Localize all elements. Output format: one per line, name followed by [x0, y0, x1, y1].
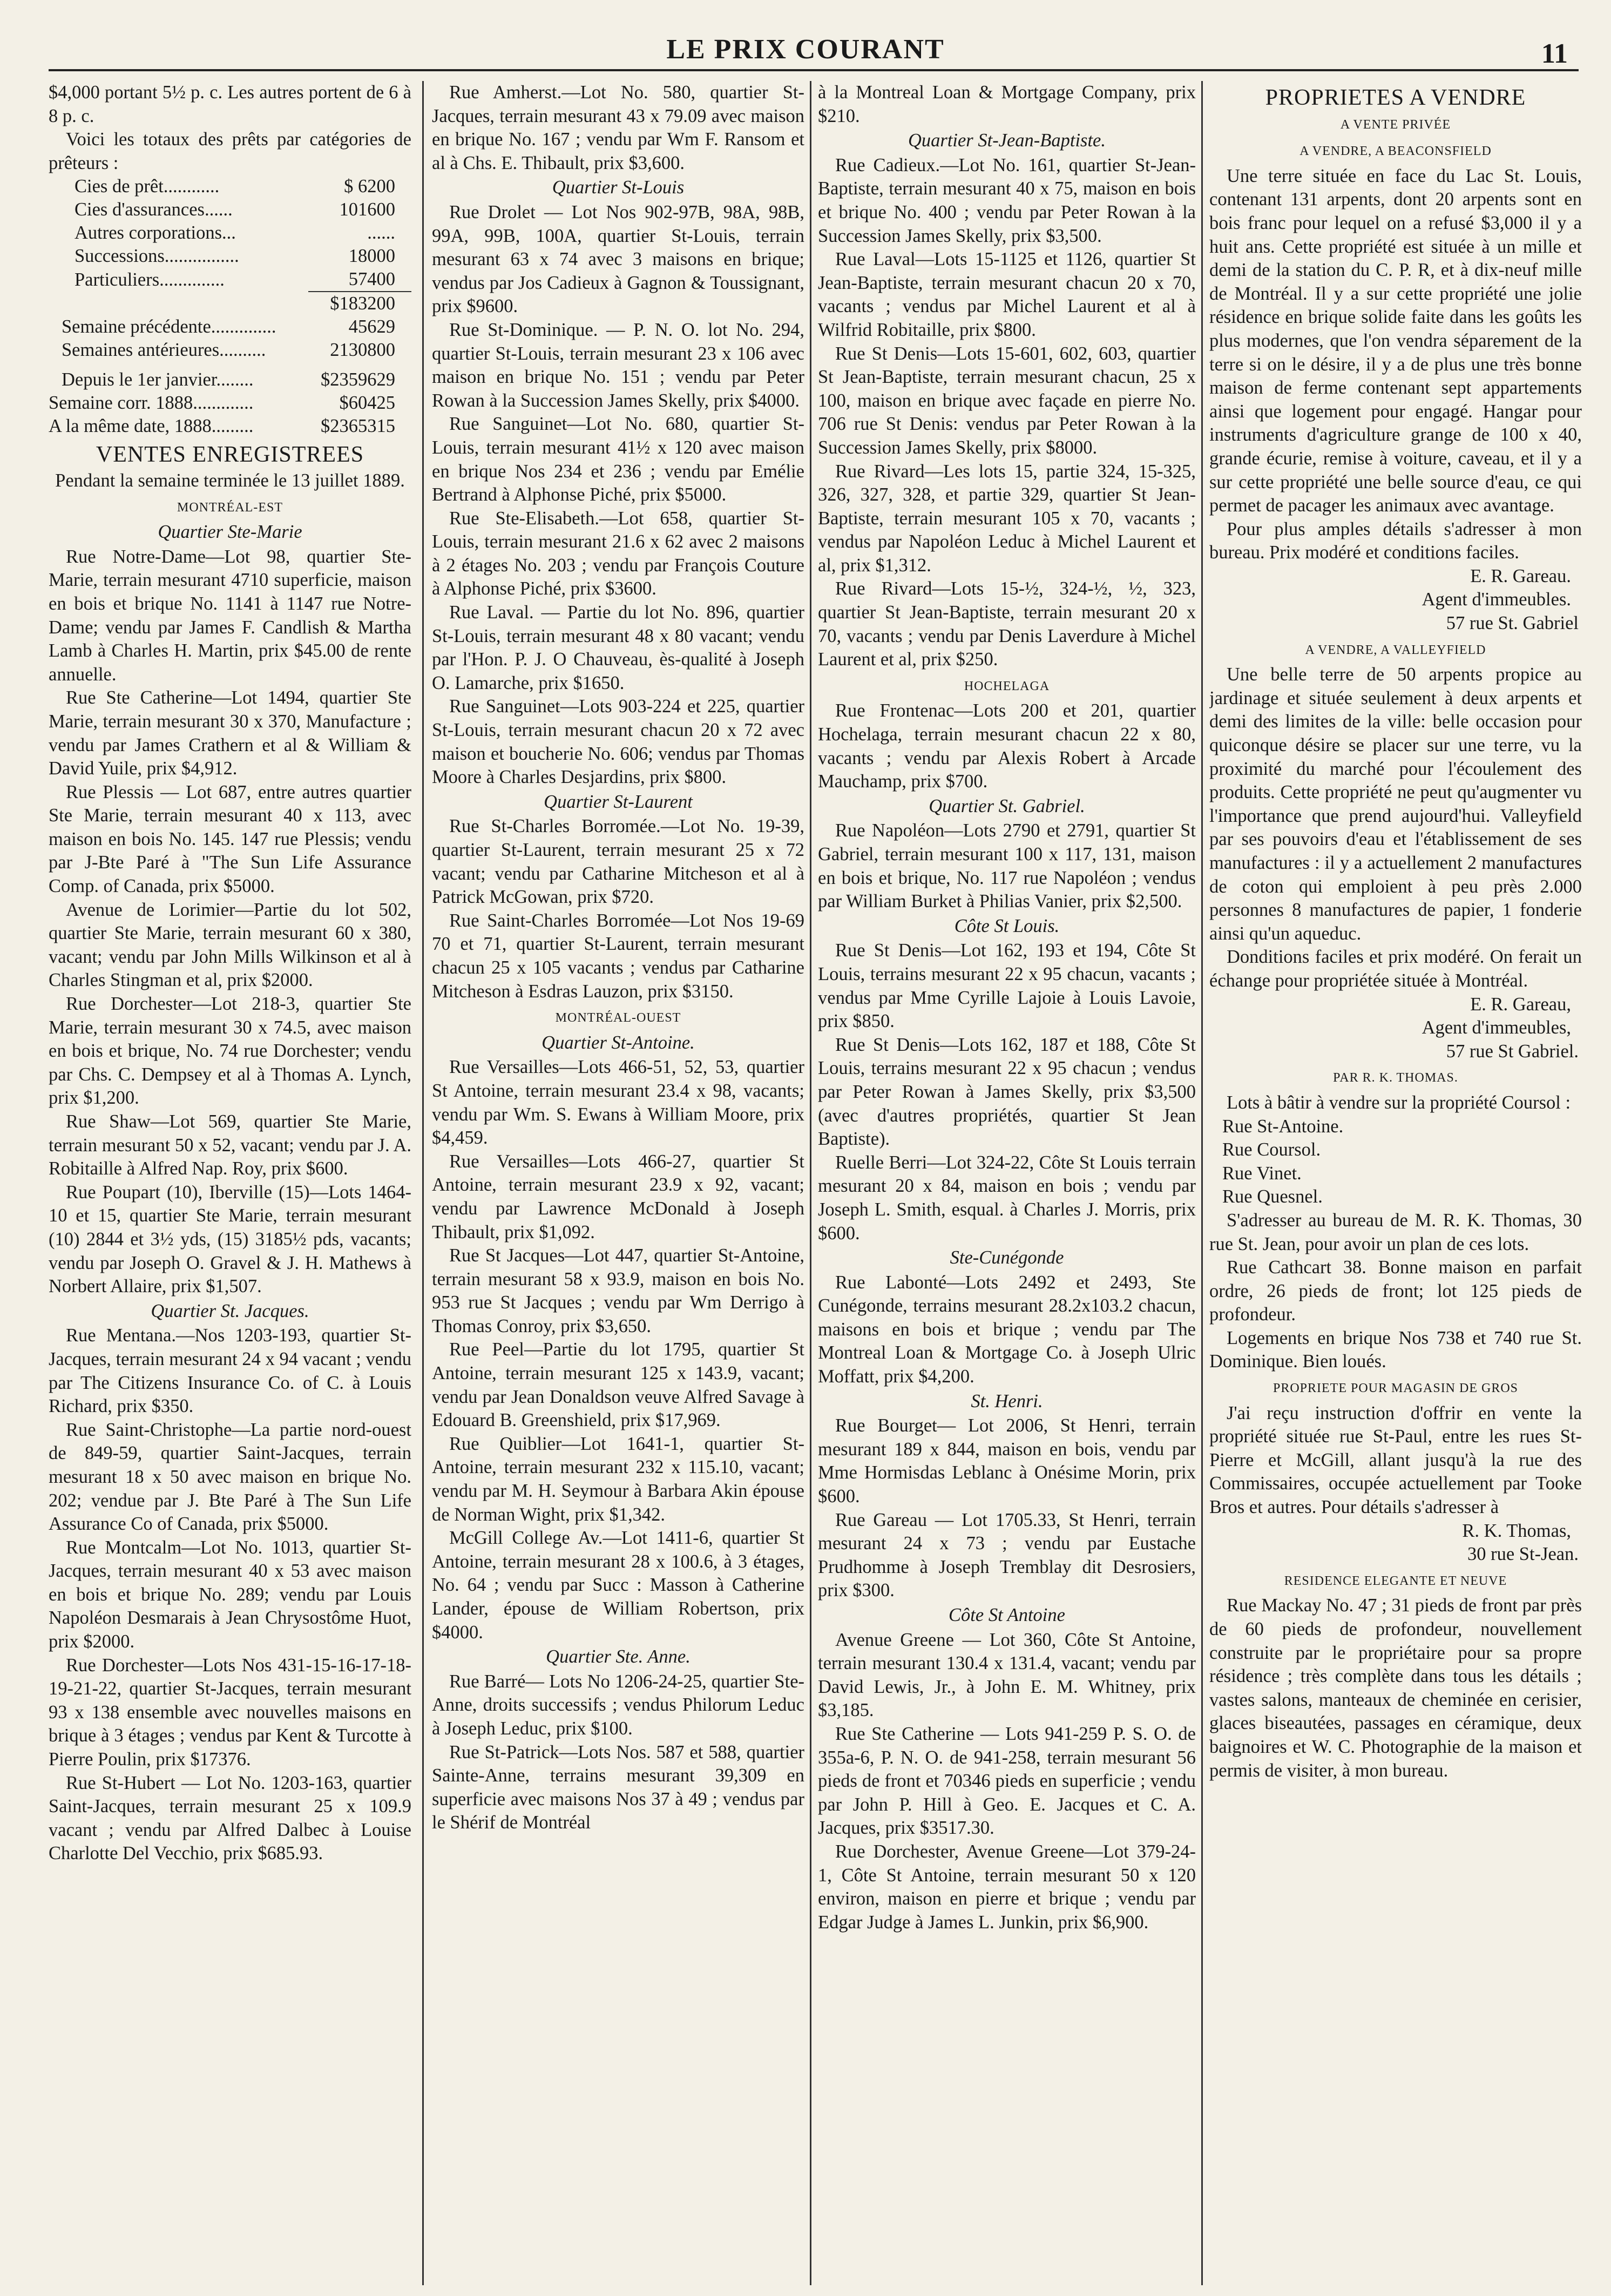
sale-entry: Rue Laval—Lots 15-1125 et 1126, quartier St Jean-Baptiste, terrain mesurant chacun 20 x 70, vacants ; vendus par Michel Laurent et al à Wilfrid Robitaille, prix $800.: [818, 249, 1196, 340]
row-value: 45629: [348, 316, 395, 337]
sale-entry: à la Montreal Loan & Mortgage Company, prix $210.: [818, 82, 1196, 126]
ad-paragraph: Une terre située en face du Lac St. Louis, contenant 131 arpents, dont 20 arpents sont en bois franc pour lequel on a refusé $3,000 il y a huit ans. Cette propriété est située à un mille et demi de la station du C. P. R, et à dix-neuf mille de Montréal. Il y a sur cette propriété une jolie résidence en brique solide faite dans les goûts les plus modernes, que l'on vendra séparement de la terre si on le désire, il y a de plus une très bonne maison de ferme contenant sept appartements ainsi que logement pour engagé. Hangar pour instruments d'agriculture grange de 100 x 40, grande écurie, remise à voiture, caveau, et il y a sur cette propriété une belle source d'eau, ce qui permet de pacager les animaux avec avantage.: [1209, 165, 1582, 516]
paragraph: $4,000 portant 5½ p. c. Les autres portent de 6 à 8 p. c.: [49, 82, 411, 126]
row-label: Semaine corr. 1888.............: [49, 393, 254, 414]
column-divider: [1201, 81, 1203, 2285]
column-4: [1209, 81, 1582, 2280]
row-label: Cies de prêt............: [75, 176, 220, 197]
table-row: [49, 315, 411, 339]
sale-entry: Rue Sanguinet—Lots 903-224 et 225, quartier St-Louis, terrain mesurant chacun 20 x 72 avec maison et boucherie No. 606; vendus par Thomas Moore à Charles Desjardins, prix $800.: [432, 696, 804, 788]
row-label: Particuliers..............: [75, 269, 225, 291]
signature-title: Agent d'immeubles,: [1422, 1017, 1571, 1038]
sale-entry: Avenue de Lorimier—Partie du lot 502, quartier Ste Marie, terrain mesurant 60 x 380, vacant; vendu par John Mills Wilkinson et al à Charles Stingman et al, prix $2000.: [49, 899, 411, 991]
sale-entry: Rue Bourget— Lot 2006, St Henri, terrain mesurant 189 x 844, maison en bois, vendu par Mme Hormisdas Leblanc à Onésime Morin, prix $600.: [818, 1415, 1196, 1507]
sale-entry: Rue Ste Catherine—Lot 1494, quartier Ste Marie, terrain mesurant 30 x 370, Manufacture ; vendu par James Crathern et al & William & David Yuile, prix $4,912.: [49, 687, 411, 779]
table-row: [49, 339, 411, 362]
district-heading: HOCHELAGA: [964, 679, 1050, 693]
ad-paragraph: S'adresser au bureau de M. R. K. Thomas, 30 rue St. Jean, pour avoir un plan de ces lots.: [1209, 1210, 1582, 1254]
list-item: Rue Vinet.: [1222, 1163, 1302, 1184]
subheading: RESIDENCE ELEGANTE ET NEUVE: [1284, 1574, 1507, 1588]
sale-entry: Rue St Jacques—Lot 447, quartier St-Antoine, terrain mesurant 58 x 93.9, maison en bois No. 953 rue St Jacques ; vendu par Wm Derrigo à Thomas Conroy, prix $3,650.: [432, 1245, 804, 1336]
signature-name: E. R. Gareau.: [1470, 565, 1571, 586]
column-divider: [422, 81, 424, 2285]
newspaper-title: LE PRIX COURANT: [666, 34, 945, 65]
sale-entry: Rue St Denis—Lot 162, 193 et 194, Côte St Louis, terrains mesurant 22 x 95 chacun, vacants ; vendus par Mme Cyrille Lajoie à Louis Lavoie, prix $850.: [818, 940, 1196, 1032]
sale-entry: Rue Saint-Christophe—La partie nord-ouest de 849-59, quartier Saint-Jacques, terrain mesurant 18 x 50 avec maison en brique No. 202; vendue par J. Bte Paré à The Sun Life Assurance Co of Canada, prix $5000.: [49, 1419, 411, 1535]
signature-address: 30 rue St-Jean.: [1467, 1544, 1579, 1565]
quartier-heading: Quartier St-Louis: [552, 177, 685, 198]
page-header: [0, 0, 1611, 70]
table-row: [49, 175, 411, 198]
row-label: Depuis le 1er janvier........: [62, 369, 254, 390]
section-heading: PROPRIETES A VENDRE: [1265, 85, 1526, 110]
sale-entry: Rue Frontenac—Lots 200 et 201, quartier Hochelaga, terrain mesurant chacun 22 x 80, vacants ; vendu par Alexis Robert à Arcade Mauchamp, prix $700.: [818, 700, 1196, 792]
sale-entry: Rue St Denis—Lots 162, 187 et 188, Côte St Louis, terrains mesurant 22 x 95 chacun ; vendus par Peter Rowan à James Skelly, prix $3,500 (avec d'autres propriétés, quartier St Jean Baptiste).: [818, 1034, 1196, 1150]
signature-address: 57 rue St Gabriel.: [1446, 1041, 1579, 1062]
quartier-heading: Quartier St. Gabriel.: [929, 795, 1085, 816]
sale-entry: Rue Napoléon—Lots 2790 et 2791, quartier St Gabriel, terrain mesurant 100 x 117, 131, maison en bois et brique, No. 117 rue Napoléon ; vendus par William Burket à Philias Vanier, prix $2,500.: [818, 820, 1196, 912]
sale-entry: Avenue Greene — Lot 360, Côte St Antoine, terrain mesurant 130.4 x 131.4, vacant; vendu par David Lewis, Jr., à John E. M. Whitney, prix $3,185.: [818, 1629, 1196, 1721]
sale-entry: Rue Cadieux.—Lot No. 161, quartier St-Jean-Baptiste, terrain mesurant 40 x 75, maison en bois et brique No. 400 ; vendu par Peter Rowan à la Succession James Skelly, prix $3,500.: [818, 154, 1196, 246]
quartier-heading: Côte St Louis.: [954, 915, 1060, 936]
row-label: Semaine précédente..............: [62, 316, 276, 337]
sale-entry: Rue Montcalm—Lot No. 1013, quartier St-Jacques, terrain mesurant 40 x 53 avec maison en bois et brique No. 289; vendu par Louis Napoléon Desmarais à Jean Chrysostôme Huot, prix $2000.: [49, 1537, 411, 1652]
quartier-heading: Quartier Ste-Marie: [158, 522, 302, 543]
row-label: Successions................: [75, 246, 239, 267]
row-value: ......: [367, 222, 395, 244]
row-value: 57400: [348, 269, 395, 290]
section-heading: VENTES ENREGISTREES: [96, 442, 364, 468]
sale-entry: Rue Peel—Partie du lot 1795, quartier St Antoine, terrain mesurant 125 x 143.9, vacant; vendu par Jean Donaldson veuve Alfred Savage à Edouard B. Greenshield, prix $17,969.: [432, 1339, 804, 1431]
row-value: 2130800: [330, 340, 395, 361]
sale-entry: Rue Drolet — Lot Nos 902-97B, 98A, 98B, 99A, 99B, 100A, quartier St-Louis, terrain mesurant 63 x 74 avec 3 maisons en brique; vendus par Jos Cadieux à Gagnon & Toussignant, prix $9600.: [432, 201, 804, 317]
sale-entry: Rue Ste-Elisabeth.—Lot 658, quartier St-Louis, terrain mesurant 21.6 x 62 avec 2 maisons à 2 étages No. 203 ; vendu par François Couture à Alphonse Piché, prix $3600.: [432, 508, 804, 599]
sale-entry: Rue Quiblier—Lot 1641-1, quartier St-Antoine, terrain mesurant 232 x 115.10, vacant; vendu par M. H. Seymour à Barbara Akin épouse de Norman Wight, prix $1,342.: [432, 1433, 804, 1525]
sale-entry: Rue Shaw—Lot 569, quartier Ste Marie, terrain mesurant 50 x 52, vacant; vendu par J. A. Robitaille à Alfred Nap. Roy, prix $600.: [49, 1111, 411, 1179]
sale-entry: Rue Ste Catherine — Lots 941-259 P. S. O. de 355a-6, P. N. O. de 941-258, terrain mesurant 56 pieds de front et 70346 pieds en superficie ; vendu par John P. Hill à Geo. E. Jacques et C. A. Jacques, prix $3517.30.: [818, 1723, 1196, 1839]
row-value: 18000: [348, 246, 395, 267]
sale-entry: Rue Mentana.—Nos 1203-193, quartier St-Jacques, terrain mesurant 24 x 94 vacant ; vendu par The Citizens Insurance Co. of C. à Louis Richard, prix $350.: [49, 1325, 411, 1417]
subheading: A VENDRE, A VALLEYFIELD: [1305, 643, 1486, 657]
sale-entry: Rue Saint-Charles Borromée—Lot Nos 19-69 70 et 71, quartier St-Laurent, terrain mesurant chacun 25 x 105 vacants ; vendus par Catharine Mitcheson à Esdras Lauzon, prix $3150.: [432, 910, 804, 1002]
ad-paragraph: J'ai reçu instruction d'offrir en vente la propriété située rue St-Paul, entre les rues St-Pierre et McGill, allant jusqu'à la rue des Commissaires, occupée actuellement par Tooke Bros et autres. Pour détails s'adresser à: [1209, 1402, 1582, 1518]
table-row: [49, 198, 411, 221]
list-item: Rue Coursol.: [1222, 1139, 1321, 1160]
ad-paragraph: Rue Mackay No. 47 ; 31 pieds de front par près de 60 pieds de profondeur, nouvellement construite par le propriétaire pour sa propre résidence ; très complète dans tous les détails ; vastes salons, manteaux de cheminée en cerisier, glaces biseautées, passages en céramique, deux baignoires et W. C. Photographie de la maison et permis de visiter, à mon bureau.: [1209, 1595, 1582, 1781]
row-value: $ 6200: [344, 176, 395, 197]
sale-entry: Rue Sanguinet—Lot No. 680, quartier St-Louis, terrain mesurant 41½ x 120 avec maison en brique Nos 234 et 236 ; vendu par Emélie Bertrand à Alphonse Piché, prix $5000.: [432, 414, 804, 505]
ad-paragraph: Lots à bâtir à vendre sur la propriété Coursol :: [1227, 1092, 1571, 1113]
sale-entry: Rue Versailles—Lots 466-27, quartier St Antoine, terrain mesurant 23.9 x 92, vacant; vendu par Lawrence McDonald à Joseph Thibault, prix $1,092.: [432, 1151, 804, 1242]
sale-entry: Ruelle Berri—Lot 324-22, Côte St Louis terrain mesurant 20 x 84, maison en bois ; vendu par Joseph L. Smith, esqual. à Charles J. Morris, prix $600.: [818, 1152, 1196, 1244]
table-row: [49, 391, 411, 415]
ad-paragraph: Logements en brique Nos 738 et 740 rue St. Dominique. Bien loués.: [1209, 1327, 1582, 1372]
sale-entry: McGill College Av.—Lot 1411-6, quartier St Antoine, terrain mesurant 28 x 100.6, à 3 étages, No. 64 ; vendu par Succ : Masson à Catherine Lander, épouse de William Robertson, prix $4000.: [432, 1528, 804, 1643]
paragraph: Voici les totaux des prêts par catégories de prêteurs :: [49, 129, 411, 173]
section-subheading: Pendant la semaine terminée le 13 juillet 1889.: [55, 470, 405, 491]
ad-paragraph: Donditions faciles et prix modéré. On ferait un échange pour propriétée située à Montréal.: [1209, 947, 1582, 991]
row-value: $60425: [339, 393, 395, 414]
subheading: A VENTE PRIVÉE: [1340, 117, 1451, 132]
quartier-heading: Quartier Ste. Anne.: [546, 1646, 691, 1667]
signature-title: Agent d'immeubles.: [1422, 589, 1571, 610]
quartier-heading: Quartier St-Antoine.: [541, 1032, 695, 1053]
quartier-heading: Ste-Cunégonde: [950, 1247, 1064, 1268]
row-label: Autres corporations...: [75, 222, 236, 244]
row-value: $2359629: [321, 369, 395, 390]
row-label: Semaines antérieures..........: [62, 340, 266, 361]
quartier-heading: Côte St Antoine: [949, 1605, 1065, 1625]
table-row: [49, 221, 411, 245]
list-item: Rue Quesnel.: [1222, 1186, 1323, 1207]
sale-entry: Rue Gareau — Lot 1705.33, St Henri, terrain mesurant 24 x 73 ; vendu par Eustache Prudhomme à Joseph Tremblay dit Desrosiers, prix $300.: [818, 1509, 1196, 1601]
sale-entry: Rue Amherst.—Lot No. 580, quartier St-Jacques, terrain mesurant 43 x 79.09 avec maison en brique No. 167 ; vendu par Wm F. Ransom et al à Chs. E. Thibault, prix $3,600.: [432, 82, 804, 173]
row-value: 101600: [339, 199, 395, 220]
row-label: Cies d'assurances......: [75, 199, 233, 220]
quartier-heading: Quartier St-Jean-Baptiste.: [908, 130, 1106, 151]
sale-entry: Rue St-Patrick—Lots Nos. 587 et 588, quartier Sainte-Anne, terrains mesurant 39,309 en superficie avec maisons Nos 37 à 49 ; vendus par le Shérif de Montréal: [432, 1741, 804, 1833]
sale-entry: Rue Dorchester—Lot 218-3, quartier Ste Marie, terrain mesurant 30 x 74.5, avec maison en bois et brique, No. 74 rue Dorchester; vendu par Chs. C. Dempsey et al à Thomas A. Lynch, prix $1,200.: [49, 994, 411, 1109]
signature-address: 57 rue St. Gabriel: [1446, 613, 1579, 634]
subheading: PAR R. K. THOMAS.: [1333, 1071, 1458, 1085]
column-2: [432, 81, 804, 2280]
table-row: [49, 268, 411, 292]
list-item: Rue St-Antoine.: [1222, 1116, 1344, 1137]
sale-entry: Rue Poupart (10), Iberville (15)—Lots 1464-10 et 15, quartier Ste Marie, terrain mesurant (10) 2844 et 3½ yds, (15) 3185½ pds, vacants; vendu par Joseph O. Gravel & J. H. Mathews à Norbert Allaire, prix $1,507.: [49, 1181, 411, 1297]
district-heading: MONTRÉAL-EST: [177, 500, 283, 515]
sale-entry: Rue Dorchester, Avenue Greene—Lot 379-24-1, Côte St Antoine, terrain mesurant 50 x 120 environ, maison en pierre et brique ; vendu par Edgar Judge à James L. Junkin, prix $6,900.: [818, 1841, 1196, 1933]
sale-entry: Rue Laval. — Partie du lot No. 896, quartier St-Louis, terrain mesurant 48 x 80 vacant; vendu par l'Hon. P. J. O Chauveau, ès-qualité à Joseph O. Lamarche, prix $1650.: [432, 602, 804, 693]
sale-entry: Rue Labonté—Lots 2492 et 2493, Ste Cunégonde, terrains mesurant 28.2x103.2 chacun, maisons en bois et brique ; vendu par The Montreal Loan & Mortgage Co. à Joseph Ulric Moffatt, prix $4,200.: [818, 1272, 1196, 1387]
page-number: 11: [1541, 38, 1568, 69]
sale-entry: Rue Plessis — Lot 687, entre autres quartier Ste Marie, terrain mesurant 40 x 113, avec maison en bois No. 145. 147 rue Plessis; vendu par J-Bte Paré à "The Sun Life Assurance Comp. of Canada, prix $5000.: [49, 781, 411, 897]
table-row: [49, 415, 411, 438]
sale-entry: Rue Rivard—Lots 15-½, 324-½, ½, 323, quartier St Jean-Baptiste, terrain mesurant 20 x 70, vacants ; vendu par Denis Laverdure à Michel Laurent et al, prix $250.: [818, 578, 1196, 670]
ad-paragraph: Une belle terre de 50 arpents propice au jardinage et située seulement à deux arpents et demi des limites de la ville: belle occasion pour quiconque désire se placer sur une terre, vu la proximité du marché pour l'écoulement des produits. Cette propriété ne peut qu'augmenter vu l'importance que prend aujourd'hui. Valleyfield par ses pouvoirs d'eau et l'établissement de ses manufactures : il y a actuellement 2 manufactures de coton qui emploient à peu près 2.000 personnes 8 manufactures de papier, 1 fonderie ainsi qu'un aqueduc.: [1209, 664, 1582, 944]
sale-entry: Rue St-Charles Borromée.—Lot No. 19-39, quartier St-Laurent, terrain mesurant 25 x 72 vacant; vendu par Catharine Mitcheson et al à Patrick McGowan, prix $720.: [432, 816, 804, 908]
sale-entry: Rue St Denis—Lots 15-601, 602, 603, quartier St Jean-Baptiste, terrain mesurant chacun, 25 x 100, maison en brique avec façade en pierre No. 706 rue St Denis: vendus par Peter Rowan à la Succession James Skelly, prix $8000.: [818, 343, 1196, 458]
signature-name: E. R. Gareau,: [1470, 994, 1571, 1015]
header-rule: [49, 69, 1579, 71]
loans-table: [49, 175, 411, 438]
row-label: A la même date, 1888.........: [49, 416, 254, 437]
sale-entry: Rue Notre-Dame—Lot 98, quartier Ste-Marie, terrain mesurant 4710 superficie, maison en bois et brique No. 1141 à 1147 rue Notre-Dame; vendu par James F. Candlish & Martha Lamb à Charles H. Martin, prix $45.00 de rente annuelle.: [49, 546, 411, 685]
sale-entry: Rue Rivard—Les lots 15, partie 324, 15-325, 326, 327, 328, et partie 329, quartier St Jean-Baptiste, terrain mesurant 105 x 70, vacants ; vendus par Napoléon Leduc à Michel Laurent et al, prix $1,312.: [818, 461, 1196, 576]
column-divider: [810, 81, 811, 2285]
quartier-heading: Quartier St. Jacques.: [151, 1300, 309, 1321]
subheading: A VENDRE, A BEACONSFIELD: [1299, 144, 1492, 159]
row-value: $2365315: [321, 416, 395, 437]
sale-entry: Rue Barré— Lots No 1206-24-25, quartier Ste-Anne, droits successifs ; vendus Philorum Leduc à Joseph Leduc, prix $100.: [432, 1671, 804, 1739]
sale-entry: Rue St-Dominique. — P. N. O. lot No. 294, quartier St-Louis, terrain mesurant 23 x 106 avec maison en brique No. 151 ; vendu par Peter Rowan à la Succession James Skelly, prix $4000.: [432, 319, 804, 411]
sale-entry: Rue Versailles—Lots 466-51, 52, 53, quartier St Antoine, terrain mesurant 23.4 x 98, vacants; vendu par Wm. S. Ewans à William Moore, prix $4,459.: [432, 1057, 804, 1149]
ad-paragraph: Rue Cathcart 38. Bonne maison en parfait ordre, 26 pieds de front; lot 125 pieds de profondeur.: [1209, 1257, 1582, 1325]
sale-entry: Rue St-Hubert — Lot No. 1203-163, quartier Saint-Jacques, terrain mesurant 25 x 109.9 vacant ; vendu par Alfred Dalbec à Louise Charlotte Del Vecchio, prix $685.93.: [49, 1772, 411, 1864]
ad-paragraph: Pour plus amples détails s'adresser à mon bureau. Prix modéré et conditions faciles.: [1209, 518, 1582, 563]
subheading: PROPRIETE POUR MAGASIN DE GROS: [1272, 1381, 1519, 1396]
table-row: [49, 362, 411, 391]
column-3: [818, 81, 1196, 2280]
column-1: [49, 81, 411, 2280]
table-row: [49, 292, 411, 315]
quartier-heading: St. Henri.: [971, 1390, 1043, 1412]
quartier-heading: Quartier St-Laurent: [544, 791, 693, 812]
signature-name: R. K. Thomas,: [1462, 1520, 1571, 1541]
total-value: $183200: [308, 292, 412, 315]
sale-entry: Rue Dorchester—Lots Nos 431-15-16-17-18-19-21-22, quartier St-Jacques, terrain mesurant 93 x 138 ensemble avec nouvelles maisons en brique à 3 étages ; vendus par Kent & Turcotte à Pierre Poulin, prix $17376.: [49, 1655, 411, 1770]
table-row: [49, 245, 411, 268]
district-heading: MONTRÉAL-OUEST: [555, 1011, 681, 1025]
